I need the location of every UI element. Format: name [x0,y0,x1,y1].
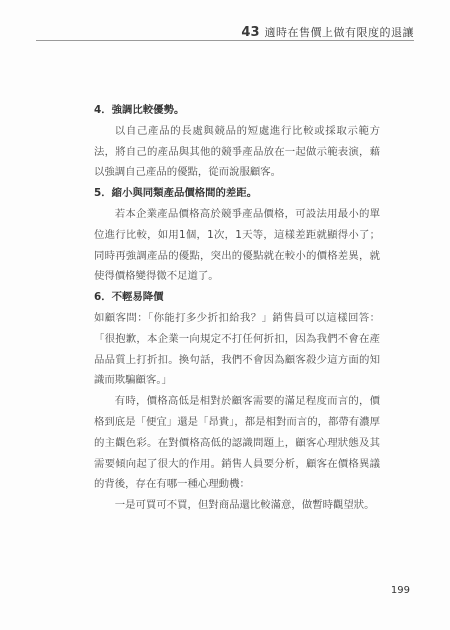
paragraph: 如顧客問：「你能打多少折扣給我？」銷售員可以這樣回答：「很抱歉，本企業一向規定不打任何折扣，因為我們不會在產品品質上打折扣。換句話，我們不會因為顧客殺少這方面的知識而欺騙顧客。」 [94,311,380,387]
page-number: 199 [390,585,410,596]
section-heading-6: 6．不輕易降價 [94,291,164,304]
running-header [241,24,414,40]
header-rule [36,40,414,41]
body-text [94,100,380,516]
section-heading-5: 5．縮小與同類產品價格間的差距。 [94,187,258,200]
section-heading-4: 4．強調比較優勢。 [94,104,185,116]
chapter-title: 適時在售價上做有限度的退讓 [264,26,414,39]
paragraph: 若本企業產品價格高於競爭產品價格，可設法用最小的單位進行比較，如用1個，1次，1天等，這樣差距就顯得小了；同時再強調產品的優點，突出的優點就在較小的價格差異，就使得價格變得微不足道了。 [94,207,380,283]
paragraph: 有時，價格高低是相對於顧客需要的滿足程度而言的，價格到底是「便宜」還是「昂貴」，都是相對而言的，都帶有濃厚的主觀色彩。在對價格高低的認識問題上，顧客心理狀態及其需要傾向起了很大的作用。銷售人員要分析，顧客在價格異議的背後，存在有哪一種心理動機： [94,395,380,491]
paragraph: 以自己產品的長處與競品的短處進行比較或採取示範方法，將自己的產品與其他的競爭產品放在一起做示範表演，藉以強調自己產品的優點，從而說服顧客。 [94,124,380,179]
chapter-number: 43 [241,25,260,40]
paragraph: 一是可買可不買，但對商品還比較滿意，做暫時觀望狀。 [114,499,375,512]
